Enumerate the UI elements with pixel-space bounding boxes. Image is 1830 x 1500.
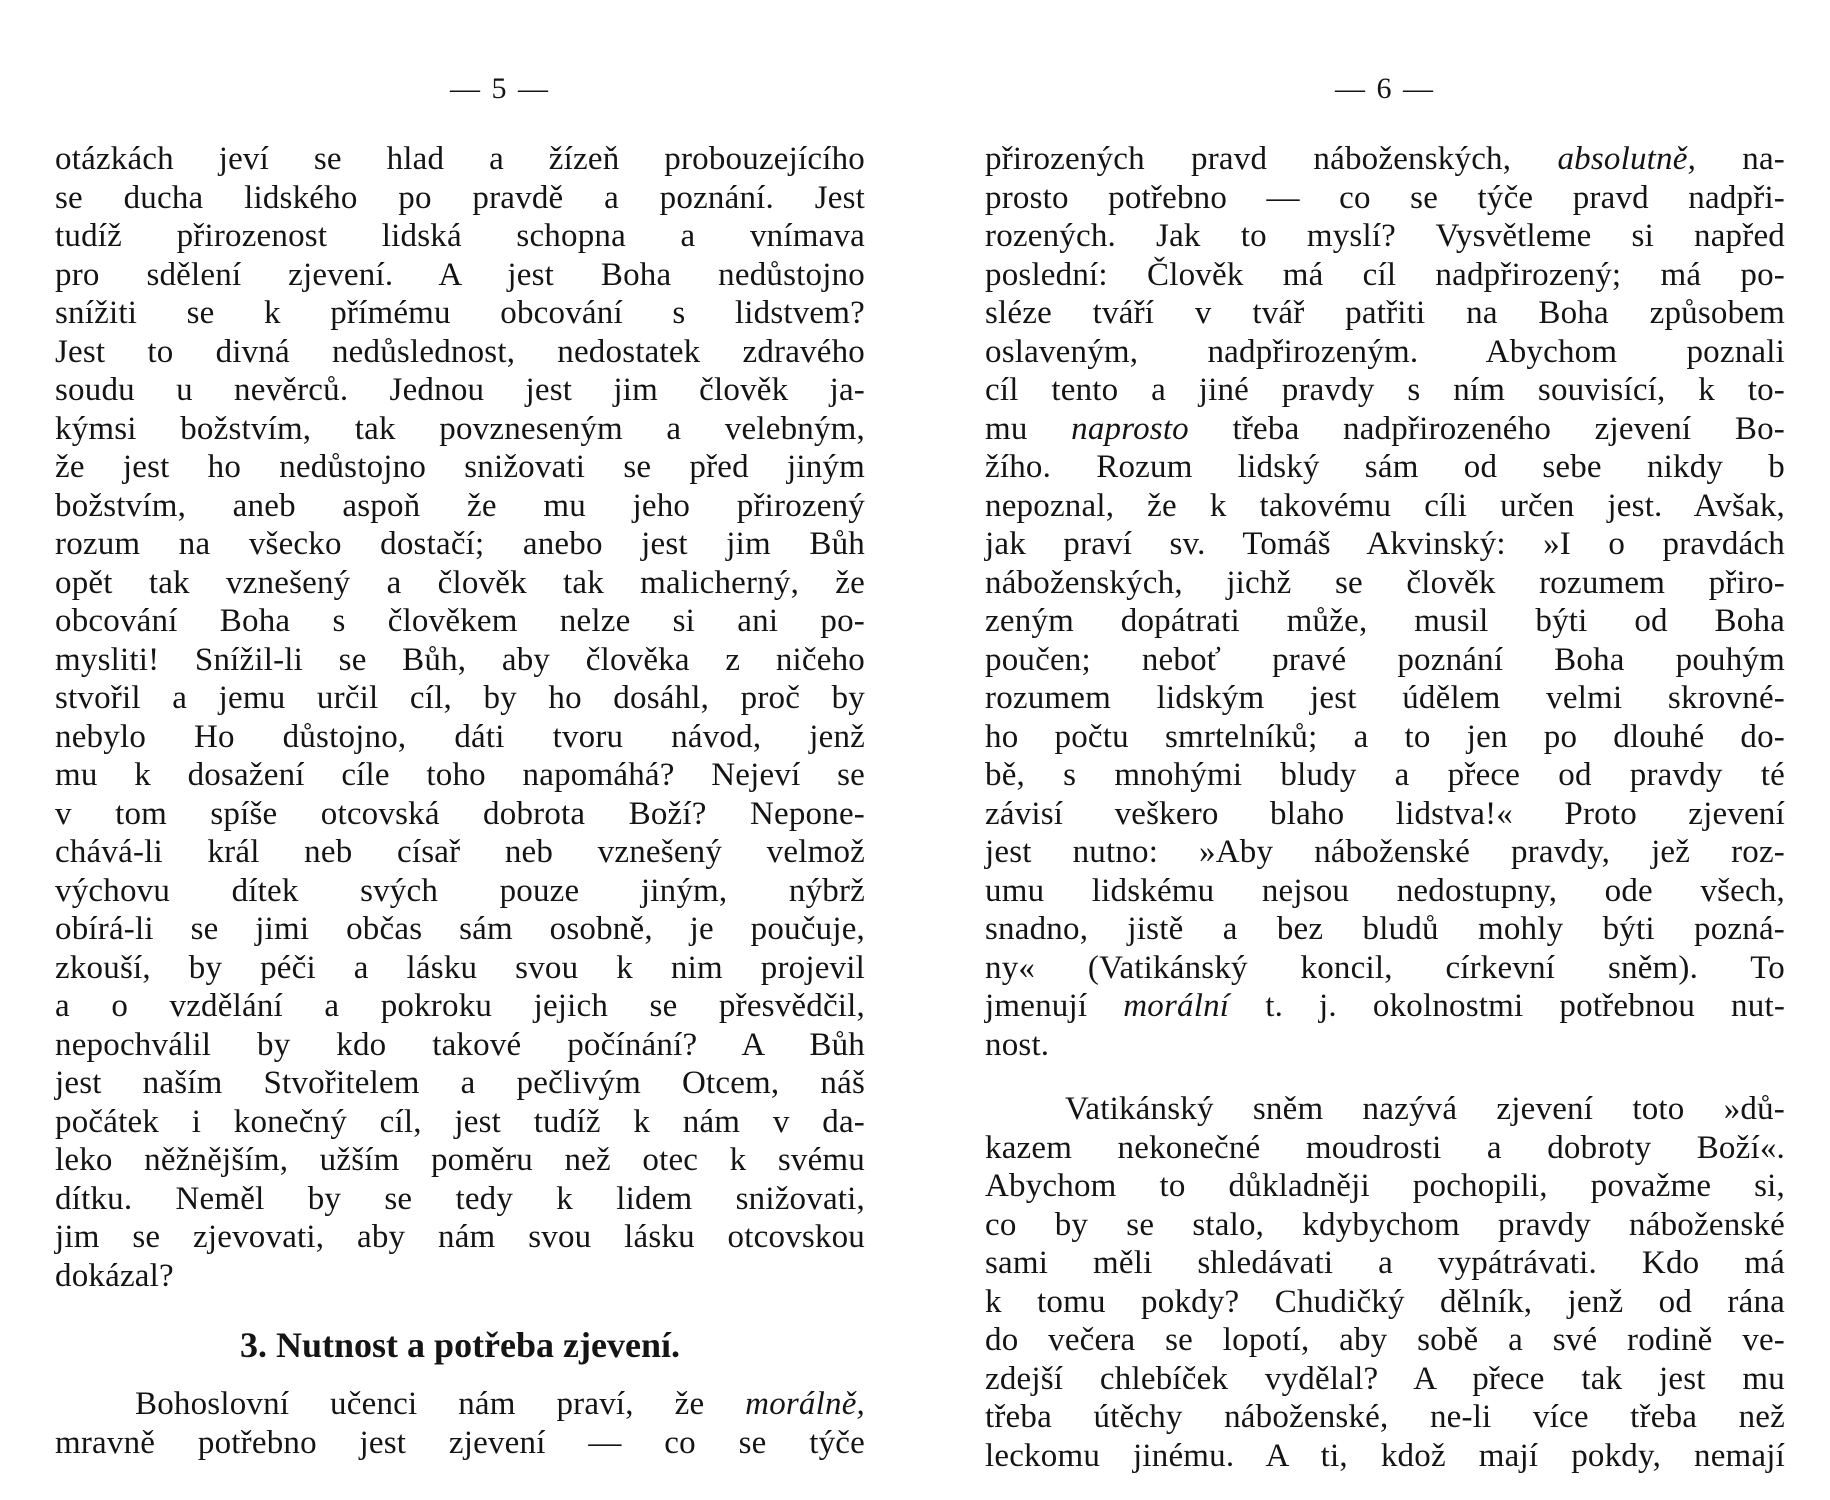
right-page xyxy=(985,0,1785,1500)
text-line: poučen; neboť pravé poznání Boha pouhým xyxy=(985,641,1785,678)
emphasis: naprosto xyxy=(1071,410,1189,447)
left-page-text xyxy=(55,140,865,1462)
text-line: prosto potřebno — co se týče pravd nadpři- xyxy=(985,179,1785,216)
text-line: třeba útěchy náboženské, ne-li více třeba než xyxy=(985,1399,1785,1435)
text-line: sami měli shledávati a vypátrávati. Kdo má xyxy=(985,1245,1785,1281)
text-line: mravně potřebno jest zjevení — co se týče xyxy=(55,1424,865,1461)
text-line: nepoznal, že k takovému cíli určen jest. Avšak, xyxy=(985,487,1785,524)
text-line: nost. xyxy=(985,1026,1050,1063)
text-line: jest nutno: »Aby náboženské pravdy, jež roz- xyxy=(985,834,1785,870)
text-line: a o vzdělání a pokroku jejich se přesvědčil, xyxy=(55,988,865,1024)
text-line: ny« (Vatikánský koncil, církevní sněm). To xyxy=(985,949,1785,986)
text-line: oslaveným, nadpřirozeným. Abychom poznali xyxy=(985,333,1785,370)
text-line: rozum na všecko dostačí; anebo jest jim Bůh xyxy=(55,526,865,562)
text-line: snadno, jistě a bez bludů mohly býti pozná- xyxy=(985,911,1785,947)
left-paragraph-continued xyxy=(55,140,865,1295)
text-line: jim se zjevovati, aby nám svou lásku otcovskou xyxy=(55,1219,865,1255)
text-line: nepochválil by kdo takové počínání? A Bůh xyxy=(55,1026,865,1063)
text-line: jmenují morální t. j. okolnostmi potřebnou nut- xyxy=(985,988,1786,1024)
text-line: v tom spíše otcovská dobrota Boží? Nepone- xyxy=(55,795,865,832)
section-heading: 3. Nutnost a potřeba zjevení. xyxy=(240,1325,680,1365)
text-line: mysliti! Snížil-li se Bůh, aby člověka z ničeho xyxy=(55,641,865,678)
text-line: tudíž přirozenost lidská schopna a vnímava xyxy=(55,218,865,254)
text-line: Jest to divná nedůslednost, nedostatek zdravého xyxy=(55,333,865,370)
text-line: výchovu dítek svých pouze jiným, nýbrž xyxy=(55,872,865,909)
text-line: zeným dopátrati může, musil býti od Boha xyxy=(985,603,1785,639)
text-line: jest naším Stvořitelem a pečlivým Otcem, náš xyxy=(55,1065,865,1101)
emphasis: morální xyxy=(1123,988,1230,1024)
text-line: co by se stalo, kdybychom pravdy náboženské xyxy=(985,1206,1785,1243)
text-line: soudu u nevěrců. Jednou jest jim člověk ja- xyxy=(55,372,865,408)
text-line: umu lidskému nejsou nedostupny, ode všech, xyxy=(985,872,1785,909)
text-line: snížiti se k přímému obcování s lidstvem? xyxy=(55,295,865,331)
text-line: kýmsi božstvím, tak povzneseným a velebným, xyxy=(55,410,865,447)
page-number-right: — 6 — xyxy=(1335,72,1435,105)
text-line: sléze tváří v tvář patřiti na Boha způsobem xyxy=(985,295,1785,331)
text-line: bě, s mnohými bludy a přece od pravdy té xyxy=(985,757,1785,793)
text-line: opět tak vznešený a člověk tak malicherný, že xyxy=(55,564,865,601)
text-line: žího. Rozum lidský sám od sebe nikdy b xyxy=(985,449,1785,485)
emphasis: morálně, xyxy=(745,1386,865,1422)
text-line: obcování Boha s člověkem nelze si ani po- xyxy=(55,603,865,639)
text-line: pro sdělení zjevení. A jest Boha nedůstojno xyxy=(55,256,865,293)
text-line: leckomu jinému. A ti, kdož mají pokdy, nemají xyxy=(985,1437,1785,1474)
text-line: přirozených pravd náboženských, absolutně, na- xyxy=(985,141,1785,177)
text-line: závisí veškero blaho lidstva!« Proto zjevení xyxy=(985,795,1785,832)
right-paragraph-new xyxy=(985,1090,1785,1475)
text-line: zkouší, by péči a lásku svou k nim projevil xyxy=(55,949,865,986)
text-line: mu k dosažení cíle toho napomáhá? Nejeví se xyxy=(55,757,865,793)
text-line: nebylo Ho důstojno, dáti tvoru návod, jenž xyxy=(55,718,865,755)
text-line: poslední: Člověk má cíl nadpřirozený; má po- xyxy=(985,256,1785,293)
text-line: otázkách jeví se hlad a žízeň probouzejícího xyxy=(55,141,865,177)
text-line: ho počtu smrtelníků; a to jen po dlouhé do- xyxy=(985,718,1785,755)
text-line: božstvím, aneb aspoň že mu jeho přirozený xyxy=(55,487,865,524)
text-line: cíl tento a jiné pravdy s ním souvisící, k to- xyxy=(985,372,1785,408)
text-line: dítku. Neměl by se tedy k lidem snižovati, xyxy=(55,1180,865,1217)
left-page xyxy=(55,0,865,1500)
left-paragraph-section xyxy=(55,1385,865,1462)
text-line: leko něžnějším, užším poměru než otec k svému xyxy=(55,1142,865,1178)
text-line: jak praví sv. Tomáš Akvinský: »I o pravdách xyxy=(985,526,1785,562)
text-line: rozumem lidským jest údělem velmi skrovné- xyxy=(985,680,1785,716)
text-line: dokázal? xyxy=(55,1257,174,1294)
text-line: počátek i konečný cíl, jest tudíž k nám v da- xyxy=(55,1103,865,1140)
right-paragraph-continued xyxy=(985,140,1785,1064)
text-line: zdejší chlebíček vydělal? A přece tak jest mu xyxy=(985,1360,1785,1397)
text-line: k tomu pokdy? Chudičký dělník, jenž od rána xyxy=(985,1283,1785,1320)
text-line: obírá-li se jimi občas sám osobně, je poučuje, xyxy=(55,911,865,947)
text-line: rozených. Jak to myslí? Vysvětleme si napřed xyxy=(985,218,1785,254)
text-line: že jest ho nedůstojno snižovati se před jiným xyxy=(55,449,865,485)
text-line: Vatikánský sněm nazývá zjevení toto »dů- xyxy=(1065,1091,1785,1127)
text-line: Bohoslovní učenci nám praví, že morálně, xyxy=(135,1386,865,1422)
text-line: náboženských, jichž se člověk rozumem přiro- xyxy=(985,564,1785,601)
right-page-text xyxy=(985,140,1785,1475)
text-line: mu naprosto třeba nadpřirozeného zjevení Bo- xyxy=(985,410,1785,447)
text-line: Abychom to důkladněji pochopili, považme si, xyxy=(985,1168,1785,1204)
text-line: stvořil a jemu určil cíl, by ho dosáhl, proč by xyxy=(55,680,865,716)
emphasis: absolutně, xyxy=(1557,141,1697,177)
text-line: chává-li král neb císař neb vznešený velmož xyxy=(55,834,865,870)
text-line: kazem nekonečné moudrosti a dobroty Boží«. xyxy=(985,1129,1785,1166)
text-line: do večera se lopotí, aby sobě a své rodině ve- xyxy=(985,1322,1785,1358)
page-number-left: — 5 — xyxy=(450,72,550,105)
text-line: se ducha lidského po pravdě a poznání. Jest xyxy=(55,179,865,216)
